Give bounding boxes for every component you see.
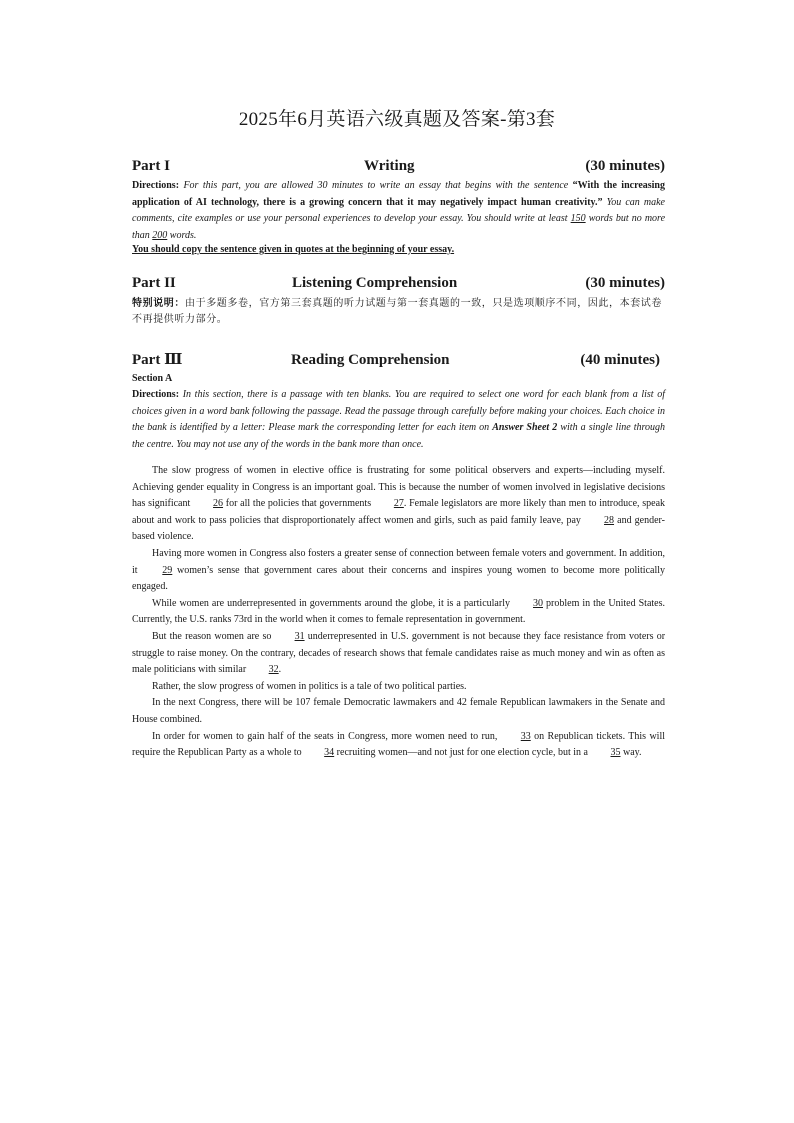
passage-text: problem in the United States. Currently, the U.S. ranks 73rd in the world when it comes to female representation in government. (132, 597, 665, 626)
passage-text: In order for women to gain half of the seats in Congress, more women need to run, (152, 730, 498, 742)
passage-paragraph-5 (132, 679, 665, 696)
part1-directions-text1: For this part, you are allowed 30 minutes to write an essay that begins with the sentence (183, 180, 569, 191)
part3-directions (132, 387, 665, 453)
part1-name: Part I (132, 158, 170, 174)
part1-directions (132, 178, 665, 244)
part3-directions-label: Directions: (132, 389, 180, 400)
part2-special-note (132, 296, 665, 328)
part3-title: Reading Comprehension (291, 352, 450, 368)
blank-31: 31 (294, 630, 305, 642)
passage-text: women’s sense that government cares about their concerns and inspires young women to become more politically engaged. (132, 564, 666, 593)
blank-26: 26 (213, 498, 224, 510)
passage-text: . Female legislators are more likely than men to introduce, speak about and work to pass policies that disproportionately affect women and girls, such as paid family leave, pay (132, 498, 666, 526)
part1-directions-text4: words. (169, 229, 197, 241)
reading-passage (132, 463, 665, 762)
part2-time: (30 minutes) (585, 275, 665, 291)
passage-text: for all the policies that governments (225, 498, 372, 510)
part2-special-text: 由于多题多卷，官方第三套真题的听力试题与第一套真题的一致，只是选项顺序不同，因此，本套试卷不再提供听力部分。 (132, 298, 662, 325)
part1-quote: “With the increasing application of AI technology, there is a growing concern that it may negatively impact human creativity.” (132, 180, 665, 208)
passage-text: The slow progress of women in elective office is frustrating for some political observers and experts—including myself. Achieving gender equality in Congress is an important goal. This is because the number of women involved in legislative decisions has significant (132, 465, 665, 510)
part3-section-label: Section A (132, 373, 173, 384)
blank-33: 33 (520, 730, 531, 742)
blank-27: 27 (393, 498, 404, 510)
part1-directions-text2: You can make comments, cite examples or use your personal experiences to develop your essay. You should write at least (132, 196, 665, 224)
passage-text: on Republican tickets. This will require the Republican Party as a whole to (132, 730, 666, 759)
passage-text: and gender-based violence. (132, 514, 665, 543)
part1-header (132, 158, 665, 175)
part3-header (132, 350, 665, 369)
page-title: 2025年6月英语六级真题及答案-第3套 (238, 109, 556, 130)
passage-text: Having more women in Congress also fosters a greater sense of connection between female voters and government. In addition, it (132, 547, 665, 576)
passage-paragraph-3 (132, 596, 665, 629)
part1-max-words: 200 (152, 229, 168, 241)
part1-directions-text3: words but no more than (132, 213, 666, 241)
blank-34: 34 (324, 747, 335, 759)
passage-text: In the next Congress, there will be 107 female Democratic lawmakers and 42 female Republican lawmakers in the Senate and House combined. (132, 697, 665, 725)
part1-min-words: 150 (570, 213, 586, 224)
part3-time: (40 minutes) (580, 352, 660, 368)
passage-text: way. (623, 747, 642, 759)
passage-paragraph-4 (132, 629, 665, 679)
part1-directions-label: Directions: (132, 180, 180, 191)
part3-name: Part Ⅲ (132, 352, 183, 368)
passage-paragraph-6 (132, 695, 665, 728)
blank-29: 29 (162, 564, 173, 576)
part2-header (132, 275, 665, 292)
passage-paragraph-2 (132, 546, 665, 596)
blank-28: 28 (604, 514, 615, 526)
part3-answer-sheet: Answer Sheet 2 (492, 422, 558, 433)
passage-text: recruiting women—and not just for one election cycle, but in a (336, 747, 588, 759)
passage-text: . (278, 664, 282, 676)
part2-title: Listening Comprehension (292, 275, 458, 291)
passage-paragraph-7 (132, 729, 665, 762)
passage-text: But the reason women are so (152, 630, 272, 642)
passage-text: While women are underrepresented in governments around the globe, it is a particularly (152, 597, 510, 609)
part3-directions-text2: with a single line through the centre. You may not use any of the words in the bank more than once. (132, 422, 666, 450)
part1-time: (30 minutes) (585, 158, 665, 174)
blank-32: 32 (268, 664, 279, 676)
part1-copy-note: You should copy the sentence given in quotes at the beginning of your essay. (132, 244, 455, 255)
blank-30: 30 (533, 597, 543, 609)
part2-name: Part II (132, 275, 176, 291)
passage-paragraph-1 (132, 463, 665, 546)
passage-text: Rather, the slow progress of women in politics is a tale of two political parties. (152, 680, 467, 692)
exam-content (132, 158, 665, 762)
passage-text: underrepresented in U.S. government is not because they face resistance from voters or struggle to raise money. On the contrary, decades of research shows that female candidates raise as much money and win as often as male politicians with similar (132, 630, 666, 676)
part3-directions-text1: In this section, there is a passage with ten blanks. You are required to select one word for each blank from a list of choices given in a word bank following the passage. Read the passage through carefully before making your choices. Each choice in the bank is identified by a letter: Please mark the corresponding letter for each item on (132, 389, 666, 433)
part2-special-label: 特别说明： (132, 298, 185, 309)
part1-title: Writing (364, 158, 415, 174)
blank-35: 35 (610, 747, 621, 759)
